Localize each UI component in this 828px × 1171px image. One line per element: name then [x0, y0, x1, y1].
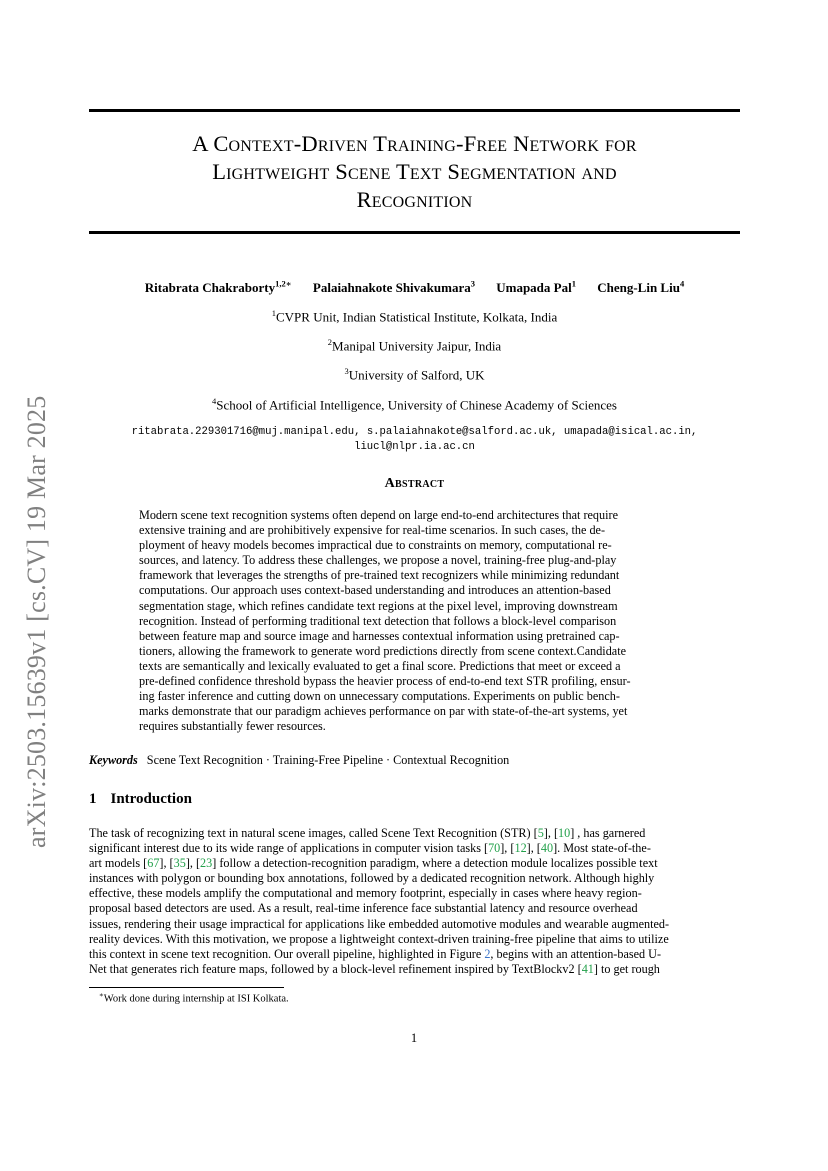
- footnote-mark: ∗: [99, 991, 104, 999]
- intro-line: Net that generates rich feature maps, followed by a block-level refinement inspired by TextBlockv2 [41] to get rough: [89, 961, 660, 976]
- intro-line: reality devices. With this motivation, we propose a lightweight context-driven training-free pipeline that aims to utilize: [89, 931, 669, 946]
- arxiv-stamp[interactable]: arXiv:2503.15639v1 [cs.CV] 19 Mar 2025: [22, 395, 51, 848]
- citation-link[interactable]: 10: [558, 826, 571, 840]
- introduction-body: [89, 826, 740, 977]
- affiliation: $^4$School of Artificial Intelligence, University of Chinese Academy of Sciences: [212, 396, 617, 413]
- affiliation: $^1$CVPR Unit, Indian Statistical Institute, Kolkata, India: [271, 308, 558, 325]
- title-rule-bottom: [89, 231, 740, 234]
- abstract-line: pre-defined confidence threshold bypass the heavier process of end-to-end text STR profiling, ensur-: [139, 674, 631, 689]
- citation-link[interactable]: 23: [200, 856, 213, 871]
- author-affiliation-mark: 1,2∗: [275, 279, 292, 289]
- abstract-line: between feature map and source image and harnesses contextual information using pretrained cap-: [139, 628, 620, 643]
- abstract-line: requires substantially fewer resources.: [139, 719, 326, 734]
- abstract-line: extensive training and are prohibitively expensive for real-time scenarios. In such cases, the de-: [139, 523, 605, 538]
- keywords-text: Scene Text Recognition · Training-Free Pipeline · Contextual Recognition: [146, 753, 510, 767]
- abstract-line: ployment of heavy models becomes impractical due to constraints on memory, computational re-: [139, 538, 612, 553]
- author-affiliation-mark: 3: [470, 279, 475, 289]
- abstract-line: segmentation stage, which refines candidate text regions at the pixel level, improving downstream: [139, 598, 618, 613]
- footnote: [99, 991, 289, 1005]
- title-rule-top: [89, 109, 740, 112]
- abstract-line: ing faster inference and cutting down on unnecessary computations. Experiments on public bench-: [139, 689, 620, 704]
- footnote-rule: [89, 987, 284, 988]
- author: Umapada Pal$^1$: [496, 279, 576, 296]
- email-line[interactable]: liucl@nlpr.ia.ac.cn: [354, 441, 475, 453]
- abstract-line: tioners, allowing the framework to generate word predictions directly from scene context.Candidate: [139, 643, 626, 658]
- intro-line: The task of recognizing text in natural scene images, called Scene Text Recognition (STR) [5], [10] , has garnered: [89, 826, 646, 840]
- author-list: [89, 279, 740, 296]
- keywords-label: Keywords: [89, 753, 138, 767]
- citation-link[interactable]: 40: [540, 841, 554, 856]
- affiliation: $^2$Manipal University Jaipur, India: [327, 337, 502, 354]
- author: Palaiahnakote Shivakumara$^3$: [312, 279, 475, 296]
- author-affiliation-mark: 1: [571, 279, 576, 289]
- intro-line: significant interest due to its wide range of applications in computer vision tasks [70], [12], [40]. Most state-of-the-: [89, 841, 651, 856]
- intro-line: instances with polygon or bounding box annotations, followed by a dedicated recognition network. Although highly: [89, 871, 655, 886]
- title-line: Lightweight Scene Text Segmentation and: [212, 159, 617, 184]
- section-title: Introduction: [110, 791, 192, 807]
- citation-link[interactable]: 35: [173, 856, 186, 871]
- author-affiliation-mark: 4: [679, 279, 685, 289]
- author: Ritabrata Chakraborty$^{1,2∗}$: [144, 279, 292, 296]
- affiliation: $^3$University of Salford, UK: [344, 366, 485, 383]
- author-emails: [89, 425, 740, 455]
- abstract-line: computations. Our approach uses context-based understanding and introduces an attention-based: [139, 583, 611, 598]
- abstract-line: texts are semantically and lexically evaluated to get a final score. Predictions that meet or exceed a: [139, 658, 621, 673]
- title-line: Recognition: [356, 187, 473, 212]
- citation-link[interactable]: 41: [581, 961, 594, 976]
- figure-ref-link[interactable]: 2: [484, 946, 491, 961]
- page-number: 1: [410, 1031, 418, 1045]
- keywords: [89, 753, 740, 768]
- abstract-heading: Abstract: [384, 476, 445, 491]
- section-number: 1: [89, 791, 97, 807]
- citation-link[interactable]: 12: [514, 841, 527, 856]
- abstract-line: marks demonstrate that our paradigm achieves performance on par with state-of-the-art systems, yet: [139, 704, 628, 719]
- abstract-body: [139, 508, 691, 734]
- intro-line: this context in scene text recognition. Our overall pipeline, highlighted in Figure 2, begins with an attention-based U-: [89, 946, 662, 961]
- intro-line: effective, these models amplify the computational and memory footprint, especially in cases where heavy region-: [89, 886, 642, 901]
- footnote-text: Work done during internship at ISI Kolkata.: [103, 993, 289, 1005]
- citation-link[interactable]: 5: [537, 826, 544, 840]
- citation-link[interactable]: 70: [488, 841, 501, 856]
- intro-line: issues, rendering their usage impractical for applications like embedded automotive modules and wearable augmented-: [89, 916, 670, 931]
- email-line[interactable]: ritabrata.229301716@muj.manipal.edu, s.palaiahnakote@salford.ac.uk, umapada@isical.ac.in,: [131, 426, 698, 438]
- section-heading: [89, 791, 192, 808]
- abstract-line: sources, and latency. To address these challenges, we propose a novel, training-free plug-and-play: [139, 553, 617, 568]
- paper-title: [89, 130, 740, 214]
- title-line: A Context-Driven Training-Free Network for: [192, 131, 637, 156]
- abstract-line: recognition. Instead of performing traditional text detection that follows a block-level comparison: [139, 613, 617, 628]
- abstract-line: Modern scene text recognition systems often depend on large end-to-end architectures that require: [139, 508, 618, 522]
- intro-line: proposal based detectors are used. As a result, real-time inference face substantial latency and resource overhead: [89, 901, 638, 916]
- citation-link[interactable]: 67: [147, 856, 160, 871]
- intro-line: art models [67], [35], [23] follow a detection-recognition paradigm, where a detection module localizes possible text: [89, 856, 658, 871]
- abstract-line: framework that leverages the strengths of pre-trained text recognizers while minimizing redundant: [139, 568, 620, 583]
- author: Cheng-Lin Liu$^4$: [597, 279, 685, 296]
